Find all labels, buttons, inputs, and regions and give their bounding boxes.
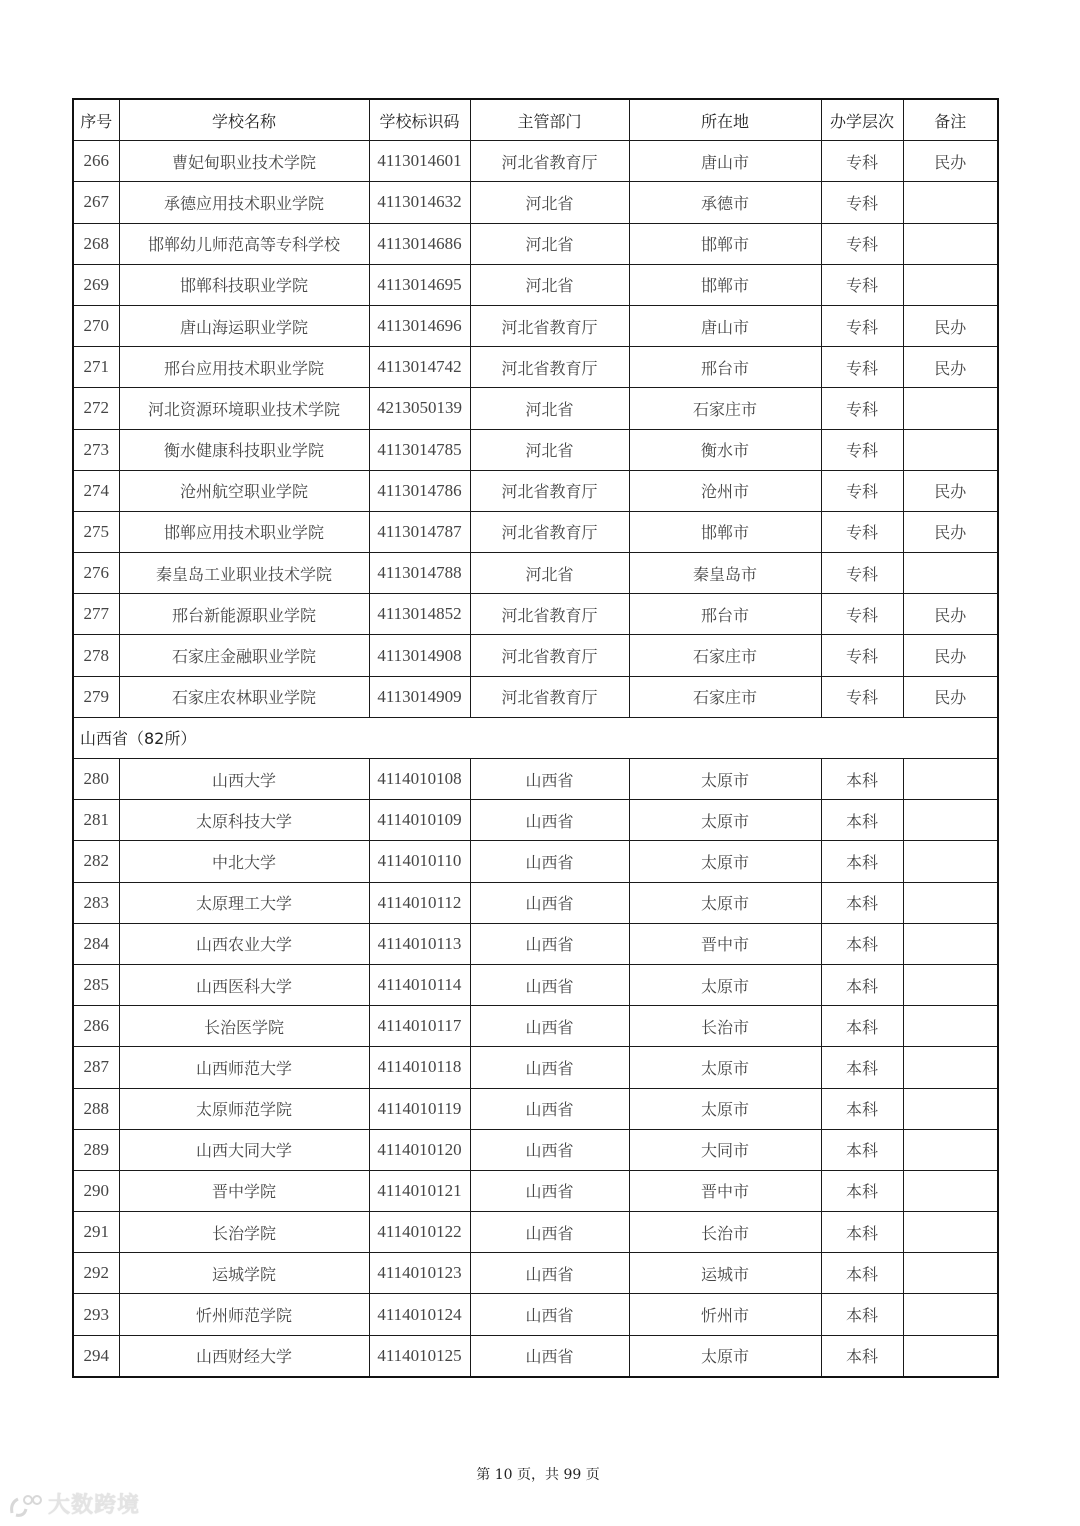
- cell-level: 专科: [821, 182, 903, 223]
- cell-note: [903, 1253, 998, 1294]
- cell-no: 266: [73, 141, 119, 182]
- table-row: [73, 388, 998, 429]
- cell-note: [903, 429, 998, 470]
- cell-note: [903, 1047, 998, 1088]
- cell-level: 专科: [821, 676, 903, 717]
- cell-note: [903, 882, 998, 923]
- cell-level: 专科: [821, 635, 903, 676]
- cell-level: 本科: [821, 964, 903, 1005]
- table-row: [73, 759, 998, 800]
- cell-level: 专科: [821, 470, 903, 511]
- cell-note: [903, 388, 998, 429]
- cell-school-code: 4113014852: [369, 594, 470, 635]
- cell-school-name: 山西农业大学: [119, 923, 369, 964]
- cell-no: 288: [73, 1088, 119, 1129]
- cell-level: 专科: [821, 305, 903, 346]
- cell-city: 长治市: [629, 1006, 821, 1047]
- table-row: [73, 1335, 998, 1377]
- cell-dept: 河北省教育厅: [470, 141, 629, 182]
- cell-school-code: 4113014601: [369, 141, 470, 182]
- cell-school-name: 山西医科大学: [119, 964, 369, 1005]
- cell-level: 专科: [821, 594, 903, 635]
- cell-city: 邯郸市: [629, 223, 821, 264]
- header-code: 学校标识码: [369, 99, 470, 141]
- cell-note: [903, 264, 998, 305]
- cell-school-name: 太原科技大学: [119, 800, 369, 841]
- cell-dept: 河北省教育厅: [470, 347, 629, 388]
- cell-no: 282: [73, 841, 119, 882]
- cell-city: 太原市: [629, 1047, 821, 1088]
- page-footer: [0, 1464, 1080, 1484]
- watermark: [8, 1488, 140, 1519]
- cell-level: 专科: [821, 264, 903, 305]
- cell-note: 民办: [903, 511, 998, 552]
- cell-note: [903, 759, 998, 800]
- cell-city: 石家庄市: [629, 676, 821, 717]
- shanxi-rows: [73, 759, 998, 1377]
- cell-school-name: 河北资源环境职业技术学院: [119, 388, 369, 429]
- cell-level: 本科: [821, 800, 903, 841]
- cell-dept: 河北省: [470, 553, 629, 594]
- cell-school-code: 4113014786: [369, 470, 470, 511]
- cell-level: 专科: [821, 511, 903, 552]
- cell-city: 沧州市: [629, 470, 821, 511]
- cell-no: 287: [73, 1047, 119, 1088]
- cell-level: 本科: [821, 1212, 903, 1253]
- cell-level: 本科: [821, 1129, 903, 1170]
- cell-school-name: 山西大学: [119, 759, 369, 800]
- cell-dept: 山西省: [470, 1129, 629, 1170]
- cell-dept: 山西省: [470, 800, 629, 841]
- cell-city: 承德市: [629, 182, 821, 223]
- cell-city: 太原市: [629, 1335, 821, 1377]
- cell-dept: 河北省教育厅: [470, 594, 629, 635]
- cell-school-code: 4114010112: [369, 882, 470, 923]
- cell-note: [903, 1088, 998, 1129]
- cell-school-code: 4113014785: [369, 429, 470, 470]
- cell-level: 本科: [821, 882, 903, 923]
- cell-school-code: 4114010113: [369, 923, 470, 964]
- cell-school-code: 4113014632: [369, 182, 470, 223]
- cell-dept: 河北省教育厅: [470, 676, 629, 717]
- table-row: [73, 553, 998, 594]
- cell-school-code: 4114010114: [369, 964, 470, 1005]
- cell-no: 275: [73, 511, 119, 552]
- cell-note: 民办: [903, 594, 998, 635]
- cell-school-name: 邯郸科技职业学院: [119, 264, 369, 305]
- cell-school-code: 4114010121: [369, 1170, 470, 1211]
- cell-no: 270: [73, 305, 119, 346]
- cell-dept: 河北省: [470, 223, 629, 264]
- cell-no: 281: [73, 800, 119, 841]
- cell-no: 285: [73, 964, 119, 1005]
- cell-school-name: 邢台新能源职业学院: [119, 594, 369, 635]
- cell-note: [903, 223, 998, 264]
- cell-school-name: 石家庄农林职业学院: [119, 676, 369, 717]
- schools-table: [72, 98, 999, 1378]
- cell-school-name: 山西师范大学: [119, 1047, 369, 1088]
- table-row: [73, 470, 998, 511]
- section-row: [73, 717, 998, 758]
- cell-level: 专科: [821, 429, 903, 470]
- cell-school-code: 4113014695: [369, 264, 470, 305]
- header-no: 序号: [73, 99, 119, 141]
- cell-level: 本科: [821, 1170, 903, 1211]
- cell-school-code: 4113014742: [369, 347, 470, 388]
- table-row: [73, 264, 998, 305]
- cell-note: 民办: [903, 305, 998, 346]
- cell-dept: 河北省: [470, 182, 629, 223]
- cell-city: 晋中市: [629, 1170, 821, 1211]
- cell-school-name: 长治学院: [119, 1212, 369, 1253]
- page-indicator: 第 10 页，共 99 页: [476, 1467, 600, 1483]
- cell-school-code: 4114010110: [369, 841, 470, 882]
- header-name: 学校名称: [119, 99, 369, 141]
- cell-city: 忻州市: [629, 1294, 821, 1335]
- cell-no: 294: [73, 1335, 119, 1377]
- cell-level: 专科: [821, 141, 903, 182]
- cell-school-code: 4114010118: [369, 1047, 470, 1088]
- cell-city: 邯郸市: [629, 264, 821, 305]
- cell-level: 本科: [821, 759, 903, 800]
- cell-level: 专科: [821, 388, 903, 429]
- cell-school-name: 山西大同大学: [119, 1129, 369, 1170]
- cell-dept: 山西省: [470, 1170, 629, 1211]
- header-dept: 主管部门: [470, 99, 629, 141]
- cell-city: 石家庄市: [629, 388, 821, 429]
- cell-no: 291: [73, 1212, 119, 1253]
- cell-level: 本科: [821, 1253, 903, 1294]
- cell-city: 唐山市: [629, 305, 821, 346]
- cell-school-code: 4114010120: [369, 1129, 470, 1170]
- table-row: [73, 923, 998, 964]
- cell-note: 民办: [903, 676, 998, 717]
- cell-level: 本科: [821, 1294, 903, 1335]
- cell-city: 衡水市: [629, 429, 821, 470]
- header-note: 备注: [903, 99, 998, 141]
- cell-note: 民办: [903, 347, 998, 388]
- table-row: [73, 429, 998, 470]
- cell-school-code: 4213050139: [369, 388, 470, 429]
- cell-no: 268: [73, 223, 119, 264]
- cell-school-name: 太原理工大学: [119, 882, 369, 923]
- cell-city: 邯郸市: [629, 511, 821, 552]
- watermark-logo-icon: [8, 1493, 44, 1519]
- cell-no: 277: [73, 594, 119, 635]
- cell-no: 284: [73, 923, 119, 964]
- cell-school-code: 4113014788: [369, 553, 470, 594]
- watermark-text: 大数跨境: [48, 1493, 141, 1518]
- cell-school-code: 4114010119: [369, 1088, 470, 1129]
- cell-city: 太原市: [629, 1088, 821, 1129]
- cell-level: 本科: [821, 841, 903, 882]
- cell-school-name: 太原师范学院: [119, 1088, 369, 1129]
- cell-school-code: 4114010108: [369, 759, 470, 800]
- cell-school-name: 运城学院: [119, 1253, 369, 1294]
- cell-dept: 河北省教育厅: [470, 305, 629, 346]
- cell-note: [903, 1212, 998, 1253]
- cell-school-code: 4113014908: [369, 635, 470, 676]
- cell-dept: 山西省: [470, 1294, 629, 1335]
- table-row: [73, 141, 998, 182]
- table-row: [73, 1006, 998, 1047]
- cell-city: 太原市: [629, 964, 821, 1005]
- table-row: [73, 800, 998, 841]
- cell-school-code: 4114010117: [369, 1006, 470, 1047]
- cell-dept: 山西省: [470, 923, 629, 964]
- cell-note: [903, 182, 998, 223]
- cell-note: [903, 1294, 998, 1335]
- cell-dept: 山西省: [470, 1088, 629, 1129]
- cell-city: 太原市: [629, 841, 821, 882]
- cell-dept: 河北省: [470, 264, 629, 305]
- cell-dept: 山西省: [470, 759, 629, 800]
- cell-city: 石家庄市: [629, 635, 821, 676]
- cell-school-name: 石家庄金融职业学院: [119, 635, 369, 676]
- cell-dept: 河北省: [470, 388, 629, 429]
- cell-note: [903, 553, 998, 594]
- cell-school-code: 4113014686: [369, 223, 470, 264]
- cell-level: 本科: [821, 1088, 903, 1129]
- cell-no: 290: [73, 1170, 119, 1211]
- cell-dept: 山西省: [470, 1006, 629, 1047]
- table-header-row: [73, 99, 998, 141]
- cell-city: 太原市: [629, 800, 821, 841]
- cell-dept: 河北省教育厅: [470, 511, 629, 552]
- table-row: [73, 347, 998, 388]
- cell-no: 283: [73, 882, 119, 923]
- cell-level: 专科: [821, 223, 903, 264]
- section-row-group: [73, 717, 998, 758]
- cell-school-name: 承德应用技术职业学院: [119, 182, 369, 223]
- cell-no: 272: [73, 388, 119, 429]
- cell-no: 279: [73, 676, 119, 717]
- cell-city: 长治市: [629, 1212, 821, 1253]
- table-row: [73, 635, 998, 676]
- cell-school-code: 4113014787: [369, 511, 470, 552]
- cell-level: 本科: [821, 1335, 903, 1377]
- table-row: [73, 223, 998, 264]
- cell-note: [903, 841, 998, 882]
- cell-school-name: 邯郸应用技术职业学院: [119, 511, 369, 552]
- cell-school-code: 4114010122: [369, 1212, 470, 1253]
- cell-dept: 山西省: [470, 1047, 629, 1088]
- cell-city: 运城市: [629, 1253, 821, 1294]
- cell-school-code: 4113014696: [369, 305, 470, 346]
- cell-note: [903, 1335, 998, 1377]
- cell-school-name: 唐山海运职业学院: [119, 305, 369, 346]
- cell-level: 本科: [821, 1047, 903, 1088]
- cell-school-name: 中北大学: [119, 841, 369, 882]
- cell-note: 民办: [903, 470, 998, 511]
- table-row: [73, 676, 998, 717]
- cell-note: [903, 964, 998, 1005]
- table-row: [73, 594, 998, 635]
- cell-no: 293: [73, 1294, 119, 1335]
- section-title-shanxi: 山西省（82所）: [73, 717, 998, 758]
- cell-school-name: 沧州航空职业学院: [119, 470, 369, 511]
- cell-school-name: 秦皇岛工业职业技术学院: [119, 553, 369, 594]
- table-row: [73, 182, 998, 223]
- table-row: [73, 1170, 998, 1211]
- cell-city: 太原市: [629, 759, 821, 800]
- table-row: [73, 305, 998, 346]
- cell-no: 286: [73, 1006, 119, 1047]
- cell-city: 大同市: [629, 1129, 821, 1170]
- table-row: [73, 1212, 998, 1253]
- cell-level: 本科: [821, 923, 903, 964]
- cell-no: 276: [73, 553, 119, 594]
- cell-no: 292: [73, 1253, 119, 1294]
- cell-school-name: 山西财经大学: [119, 1335, 369, 1377]
- cell-dept: 山西省: [470, 1335, 629, 1377]
- table-row: [73, 841, 998, 882]
- cell-note: [903, 923, 998, 964]
- cell-dept: 山西省: [470, 1212, 629, 1253]
- cell-level: 专科: [821, 553, 903, 594]
- cell-dept: 山西省: [470, 882, 629, 923]
- cell-dept: 河北省教育厅: [470, 635, 629, 676]
- cell-school-code: 4114010125: [369, 1335, 470, 1377]
- cell-note: 民办: [903, 141, 998, 182]
- cell-no: 273: [73, 429, 119, 470]
- table-row: [73, 964, 998, 1005]
- cell-level: 专科: [821, 347, 903, 388]
- header-city: 所在地: [629, 99, 821, 141]
- cell-dept: 河北省教育厅: [470, 470, 629, 511]
- cell-note: [903, 800, 998, 841]
- table-row: [73, 1294, 998, 1335]
- cell-no: 271: [73, 347, 119, 388]
- table-row: [73, 1088, 998, 1129]
- cell-dept: 山西省: [470, 841, 629, 882]
- table-row: [73, 882, 998, 923]
- cell-school-name: 晋中学院: [119, 1170, 369, 1211]
- cell-note: 民办: [903, 635, 998, 676]
- cell-no: 274: [73, 470, 119, 511]
- cell-school-code: 4113014909: [369, 676, 470, 717]
- cell-school-name: 邢台应用技术职业学院: [119, 347, 369, 388]
- cell-city: 太原市: [629, 882, 821, 923]
- cell-note: [903, 1170, 998, 1211]
- cell-school-name: 衡水健康科技职业学院: [119, 429, 369, 470]
- hebei-rows: [73, 141, 998, 718]
- cell-dept: 山西省: [470, 964, 629, 1005]
- cell-school-code: 4114010109: [369, 800, 470, 841]
- cell-level: 本科: [821, 1006, 903, 1047]
- cell-dept: 山西省: [470, 1253, 629, 1294]
- cell-dept: 河北省: [470, 429, 629, 470]
- cell-school-code: 4114010123: [369, 1253, 470, 1294]
- header-level: 办学层次: [821, 99, 903, 141]
- table-row: [73, 1253, 998, 1294]
- cell-note: [903, 1006, 998, 1047]
- cell-city: 晋中市: [629, 923, 821, 964]
- cell-city: 邢台市: [629, 594, 821, 635]
- cell-school-name: 长治医学院: [119, 1006, 369, 1047]
- cell-note: [903, 1129, 998, 1170]
- table-row: [73, 1129, 998, 1170]
- cell-school-name: 邯郸幼儿师范高等专科学校: [119, 223, 369, 264]
- cell-no: 278: [73, 635, 119, 676]
- table-row: [73, 511, 998, 552]
- cell-no: 267: [73, 182, 119, 223]
- cell-no: 289: [73, 1129, 119, 1170]
- cell-school-code: 4114010124: [369, 1294, 470, 1335]
- cell-no: 280: [73, 759, 119, 800]
- cell-city: 秦皇岛市: [629, 553, 821, 594]
- cell-no: 269: [73, 264, 119, 305]
- table-row: [73, 1047, 998, 1088]
- cell-city: 唐山市: [629, 141, 821, 182]
- cell-school-name: 曹妃甸职业技术学院: [119, 141, 369, 182]
- cell-school-name: 忻州师范学院: [119, 1294, 369, 1335]
- cell-city: 邢台市: [629, 347, 821, 388]
